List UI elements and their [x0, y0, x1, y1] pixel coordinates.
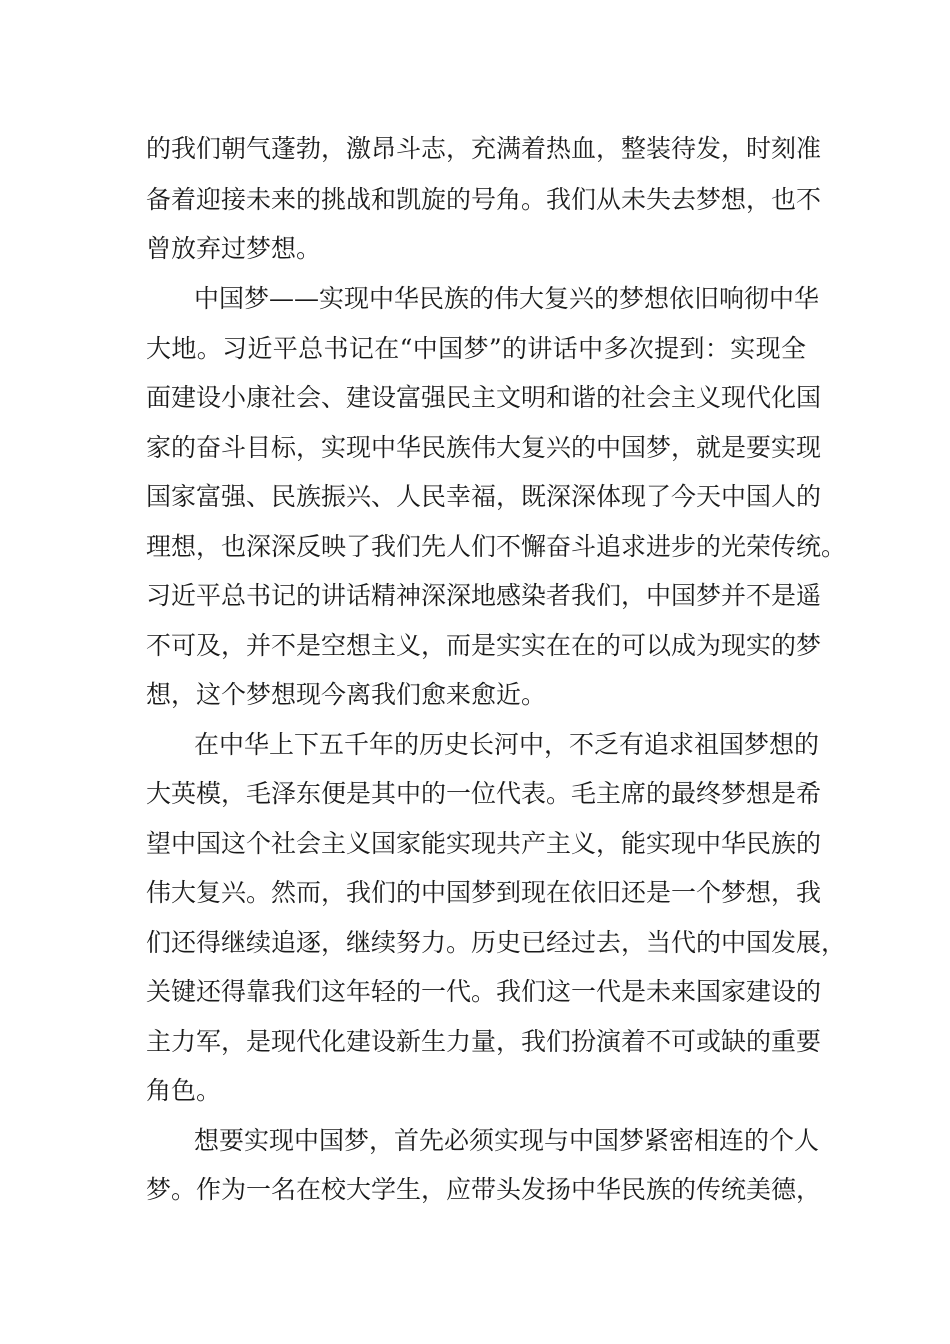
text-line: 不可及，并不是空想主义，而是实实在在的可以成为现实的梦 — [146, 631, 822, 660]
text-line: 家的奋斗目标，实现中华民族伟大复兴的中国梦，就是要实现 — [146, 433, 822, 462]
text-line: 关键还得靠我们这年轻的一代。我们这一代是未来国家建设的 — [146, 977, 822, 1006]
text-line: 大地。习近平总书记在“中国梦”的讲话中多次提到：实现全 — [146, 334, 806, 363]
text-line: 想，这个梦想现今离我们愈来愈近。 — [146, 680, 547, 709]
text-line: 习近平总书记的讲话精神深深地感染者我们，中国梦并不是遥 — [146, 581, 822, 610]
text-line: 望中国这个社会主义国家能实现共产主义，能实现中华民族的 — [146, 829, 822, 858]
text-line: 大英模，毛泽东便是其中的一位代表。毛主席的最终梦想是希 — [146, 779, 822, 808]
text-line: 的我们朝气蓬勃，激昂斗志，充满着热血，整装待发，时刻准 — [146, 134, 822, 163]
text-line: 角色。 — [146, 1076, 222, 1105]
text-line: 面建设小康社会、建设富强民主文明和谐的社会主义现代化国 — [146, 383, 822, 412]
text-line: 国家富强、民族振兴、人民幸福，既深深体现了今天中国人的 — [146, 482, 822, 511]
text-line: 伟大复兴。然而，我们的中国梦到现在依旧还是一个梦想，我 — [146, 878, 822, 907]
text-line: 想要实现中国梦，首先必须实现与中国梦紧密相连的个人 — [194, 1126, 820, 1155]
text-line: 理想，也深深反映了我们先人们不懈奋斗追求进步的光荣传统。 — [146, 532, 847, 561]
text-line: 中国梦——实现中华民族的伟大复兴的梦想依旧响彻中华 — [194, 284, 820, 313]
text-line: 在中华上下五千年的历史长河中，不乏有追求祖国梦想的 — [194, 730, 820, 759]
text-line: 备着迎接未来的挑战和凯旋的号角。我们从未失去梦想，也不 — [146, 185, 822, 214]
text-line: 主力军，是现代化建设新生力量，我们扮演着不可或缺的重要 — [146, 1027, 822, 1056]
text-line: 梦。作为一名在校大学生，应带头发扬中华民族的传统美德， — [146, 1175, 822, 1204]
text-line: 们还得继续追逐，继续努力。历史已经过去，当代的中国发展， — [146, 928, 847, 957]
text-line: 曾放弃过梦想。 — [146, 234, 322, 263]
